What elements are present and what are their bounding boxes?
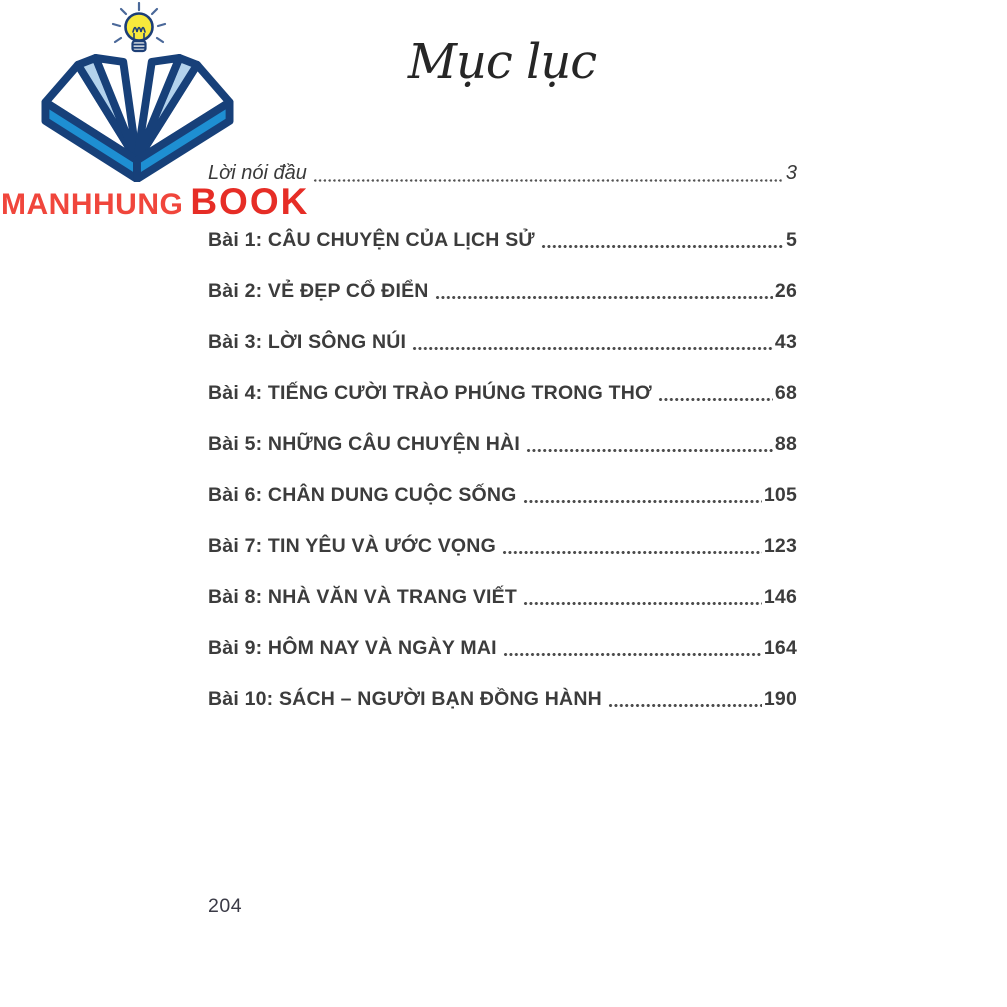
dot-leader [523, 600, 762, 607]
publisher-name-part1: MANHHUNG [1, 188, 184, 221]
toc-entry-label: Bài 2: VẺ ĐẸP CỔ ĐIỂN [208, 280, 429, 302]
toc-entry-page: 68 [774, 382, 797, 404]
dot-leader [435, 294, 773, 301]
toc-entry-row [208, 278, 797, 304]
toc-entry-label: Bài 9: HÔM NAY VÀ NGÀY MAI [208, 637, 497, 659]
dot-leader [503, 651, 762, 658]
toc-entry-page: 43 [774, 331, 797, 353]
toc-entry-label: Bài 10: SÁCH – NGƯỜI BẠN ĐỒNG HÀNH [208, 688, 602, 710]
toc-entry-page: 88 [774, 433, 797, 455]
toc-entry-row [208, 584, 797, 610]
toc-entry-label: Bài 8: NHÀ VĂN VÀ TRANG VIẾT [208, 586, 517, 608]
dot-leader [412, 345, 773, 352]
toc-preface-label: Lời nói đầu [208, 162, 307, 184]
toc-preface-row [208, 160, 797, 186]
toc-entry-label: Bài 7: TIN YÊU VÀ ƯỚC VỌNG [208, 535, 496, 557]
toc-entry-label: Bài 3: LỜI SÔNG NÚI [208, 331, 407, 353]
toc-entry-page: 123 [763, 535, 797, 557]
dot-leader [502, 549, 762, 556]
toc-entry-page: 190 [763, 688, 797, 710]
toc-entry-row [208, 329, 797, 355]
dot-leader [526, 447, 773, 454]
dot-leader [313, 177, 784, 184]
toc-entry-label: Bài 6: CHÂN DUNG CUỘC SỐNG [208, 484, 517, 506]
toc-entry-label: Bài 1: CÂU CHUYỆN CỦA LỊCH SỬ [208, 229, 535, 251]
toc-entry-row [208, 227, 797, 253]
publisher-name-part2: BOOK [190, 181, 310, 222]
toc-entry-page: 105 [763, 484, 797, 506]
toc-entry-label: Bài 5: NHỮNG CÂU CHUYỆN HÀI [208, 433, 520, 455]
toc-entry-row [208, 533, 797, 559]
dot-leader [523, 498, 762, 505]
toc-preface-page: 3 [785, 162, 797, 184]
toc-entries [208, 227, 797, 712]
toc-entry-row [208, 686, 797, 712]
toc-entry-row [208, 380, 797, 406]
dot-leader [541, 243, 784, 250]
table-of-contents [208, 160, 797, 712]
page-title: Mục lục [407, 34, 597, 90]
dot-leader [658, 396, 773, 403]
toc-entry-page: 164 [763, 637, 797, 659]
toc-entry-page: 26 [774, 280, 797, 302]
dot-leader [608, 702, 762, 709]
toc-entry-row [208, 482, 797, 508]
toc-entry-page: 146 [763, 586, 797, 608]
toc-entry-page: 5 [785, 229, 797, 251]
toc-entry-label: Bài 4: TIẾNG CƯỜI TRÀO PHÚNG TRONG THƠ [208, 382, 652, 404]
toc-entry-row [208, 635, 797, 661]
footer-page-number: 204 [208, 895, 243, 917]
toc-entry-row [208, 431, 797, 457]
